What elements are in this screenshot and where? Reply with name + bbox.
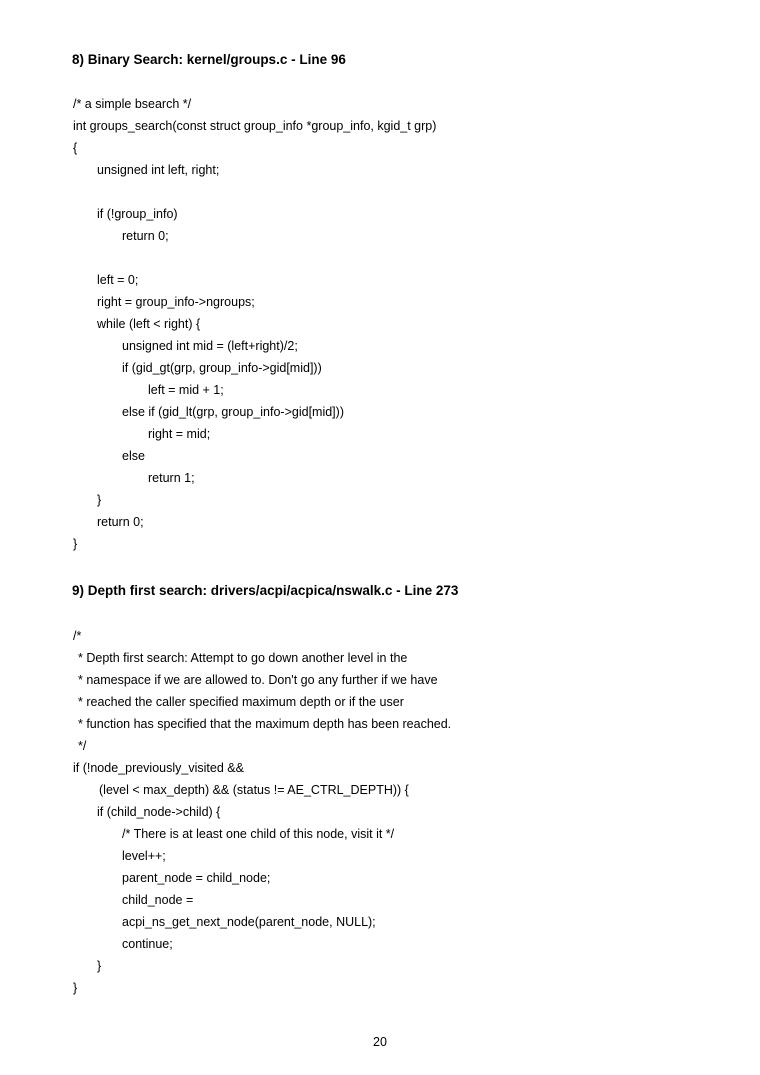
code-line: * function has specified that the maximum depth has been reached. (78, 717, 452, 731)
code-line: parent_node = child_node; (122, 871, 271, 885)
code-line: continue; (122, 937, 173, 951)
code-line: unsigned int left, right; (97, 163, 220, 177)
code-line: if (gid_gt(grp, group_info->gid[mid])) (122, 361, 322, 375)
code-line: left = 0; (97, 273, 139, 287)
code-line: child_node = (122, 893, 194, 907)
code-line: */ (78, 739, 87, 753)
code-line: * Depth first search: Attempt to go down another level in the (78, 651, 408, 665)
code-line: (level < max_depth) && (status != AE_CTRL_DEPTH)) { (99, 783, 409, 797)
section-8-heading: 8) Binary Search: kernel/groups.c - Line 96 (72, 52, 346, 67)
code-line: /* a simple bsearch */ (73, 97, 192, 111)
code-line: int groups_search(const struct group_info *group_info, kgid_t grp) (73, 119, 437, 133)
code-line: left = mid + 1; (148, 383, 224, 397)
code-line: unsigned int mid = (left+right)/2; (122, 339, 298, 353)
code-line: } (73, 981, 78, 995)
code-line: /* There is at least one child of this node, visit it */ (122, 827, 395, 841)
code-line: * reached the caller specified maximum depth or if the user (78, 695, 404, 709)
code-line: } (97, 493, 102, 507)
code-line: acpi_ns_get_next_node(parent_node, NULL); (122, 915, 376, 929)
code-line: right = group_info->ngroups; (97, 295, 255, 309)
code-line: } (97, 959, 102, 973)
code-line: right = mid; (148, 427, 211, 441)
code-line: while (left < right) { (97, 317, 201, 331)
code-line: /* (73, 629, 82, 643)
code-line: if (!group_info) (97, 207, 178, 221)
page-number: 20 (373, 1035, 387, 1049)
code-line: if (!node_previously_visited && (73, 761, 244, 775)
code-line: level++; (122, 849, 166, 863)
code-line: { (73, 141, 78, 155)
code-line: return 0; (97, 515, 144, 529)
section-9-heading: 9) Depth first search: drivers/acpi/acpica/nswalk.c - Line 273 (72, 583, 459, 598)
code-line: return 1; (148, 471, 195, 485)
code-line: else if (gid_lt(grp, group_info->gid[mid])) (122, 405, 344, 419)
code-line: return 0; (122, 229, 169, 243)
code-line: } (73, 537, 78, 551)
code-line: if (child_node->child) { (97, 805, 221, 819)
code-line: else (122, 449, 145, 463)
code-line: * namespace if we are allowed to. Don't go any further if we have (78, 673, 438, 687)
